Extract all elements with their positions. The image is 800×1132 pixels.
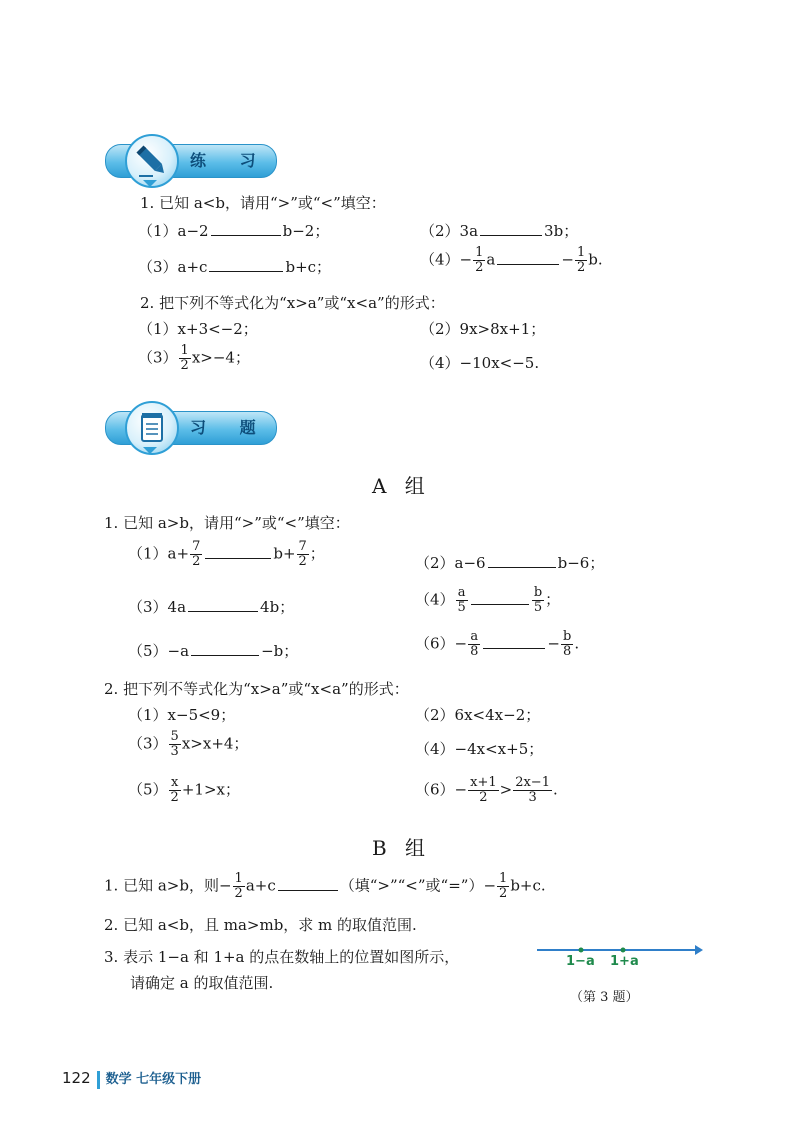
group-b-q3-line1: 3. 表示 1−a 和 1+a 的点在数轴上的位置如图所示，	[104, 948, 460, 966]
group-a-title: A 组	[372, 474, 431, 498]
group-a-q2-stem: 2. 把下列不等式化为“x>a”或“x<a”的形式：	[104, 680, 409, 698]
group-a-q1-item3: （3）4a 4b；	[128, 598, 295, 616]
practice-q1-item2: （2）3a 3b；	[420, 222, 579, 240]
number-line-label-right: 1+a	[610, 954, 639, 969]
group-a-q1-item5: （5）−a −b；	[128, 642, 299, 660]
exercises-title: 习 题	[190, 418, 270, 437]
group-a-q1-item2: （2）a−6 b−6；	[415, 554, 605, 572]
group-b-q3-line2: 请确定 a 的取值范围.	[130, 974, 274, 992]
group-a-q2-item4: （4）−4x<x+5；	[415, 740, 544, 758]
practice-q2-item2: （2）9x>8x+1；	[420, 320, 546, 338]
practice-q2-item4: （4）−10x<−5.	[420, 354, 540, 372]
group-b-title: B 组	[372, 836, 432, 860]
practice-q2-stem: 2. 把下列不等式化为“x>a”或“x<a”的形式：	[140, 294, 445, 312]
group-a-q2-item6: （6）− $\frac{x+1}{2}$ > $\frac{2x-1}{3}$ .	[415, 775, 558, 805]
figure-caption: （第 3 题）	[570, 990, 639, 1005]
practice-q1-item3: （3）a+c b+c；	[138, 258, 332, 276]
group-a-q2-item1: （1）x−5<9；	[128, 706, 236, 724]
page-number: 122	[62, 1069, 91, 1087]
group-b-q2: 2. 已知 a<b，且 ma>mb，求 m 的取值范围.	[104, 916, 417, 934]
book-title: 数学 七年级下册	[105, 1072, 202, 1087]
group-a-q1-stem: 1. 已知 a>b，请用“>”或“<”填空：	[104, 514, 350, 532]
group-a-q1-item6: （6）− $\frac{a}{8}$ − $\frac{b}{8}$ .	[415, 629, 580, 659]
number-line-label-left: 1−a	[566, 954, 595, 969]
group-a-q1-item4: （4） $\frac{a}{5}$ $\frac{b}{5}$ ；	[415, 585, 561, 615]
practice-q2-item1: （1）x+3<−2；	[138, 320, 258, 338]
practice-q2-item3: （3） $\frac{1}{2}$ x>−4；	[138, 343, 250, 373]
practice-q1-stem: 1. 已知 a<b，请用“>”或“<”填空：	[140, 194, 386, 212]
practice-title: 练 习	[190, 151, 270, 170]
group-a-q1-item1: （1）a+ $\frac{7}{2}$ b+ $\frac{7}{2}$ ；	[128, 539, 325, 569]
practice-q1-item4: （4）− $\frac{1}{2}$ a − $\frac{1}{2}$ b.	[420, 245, 603, 275]
practice-q1-item1: （1）a−2 b−2；	[138, 222, 330, 240]
practice-badge	[105, 138, 277, 188]
group-a-q2-item2: （2）6x<4x−2；	[415, 706, 541, 724]
group-a-q2-item3: （3） $\frac{5}{3}$ x>x+4；	[128, 729, 249, 759]
page-footer	[62, 1068, 201, 1089]
group-b-q1: 1. 已知 a>b，则− $\frac{1}{2}$ a+c （填“>”“<”或“=”）− $\frac{1}{2}$ b+c.	[104, 871, 546, 901]
exercises-badge	[105, 405, 277, 455]
group-a-q2-item5: （5） $\frac{x}{2}$ +1>x；	[128, 775, 240, 805]
